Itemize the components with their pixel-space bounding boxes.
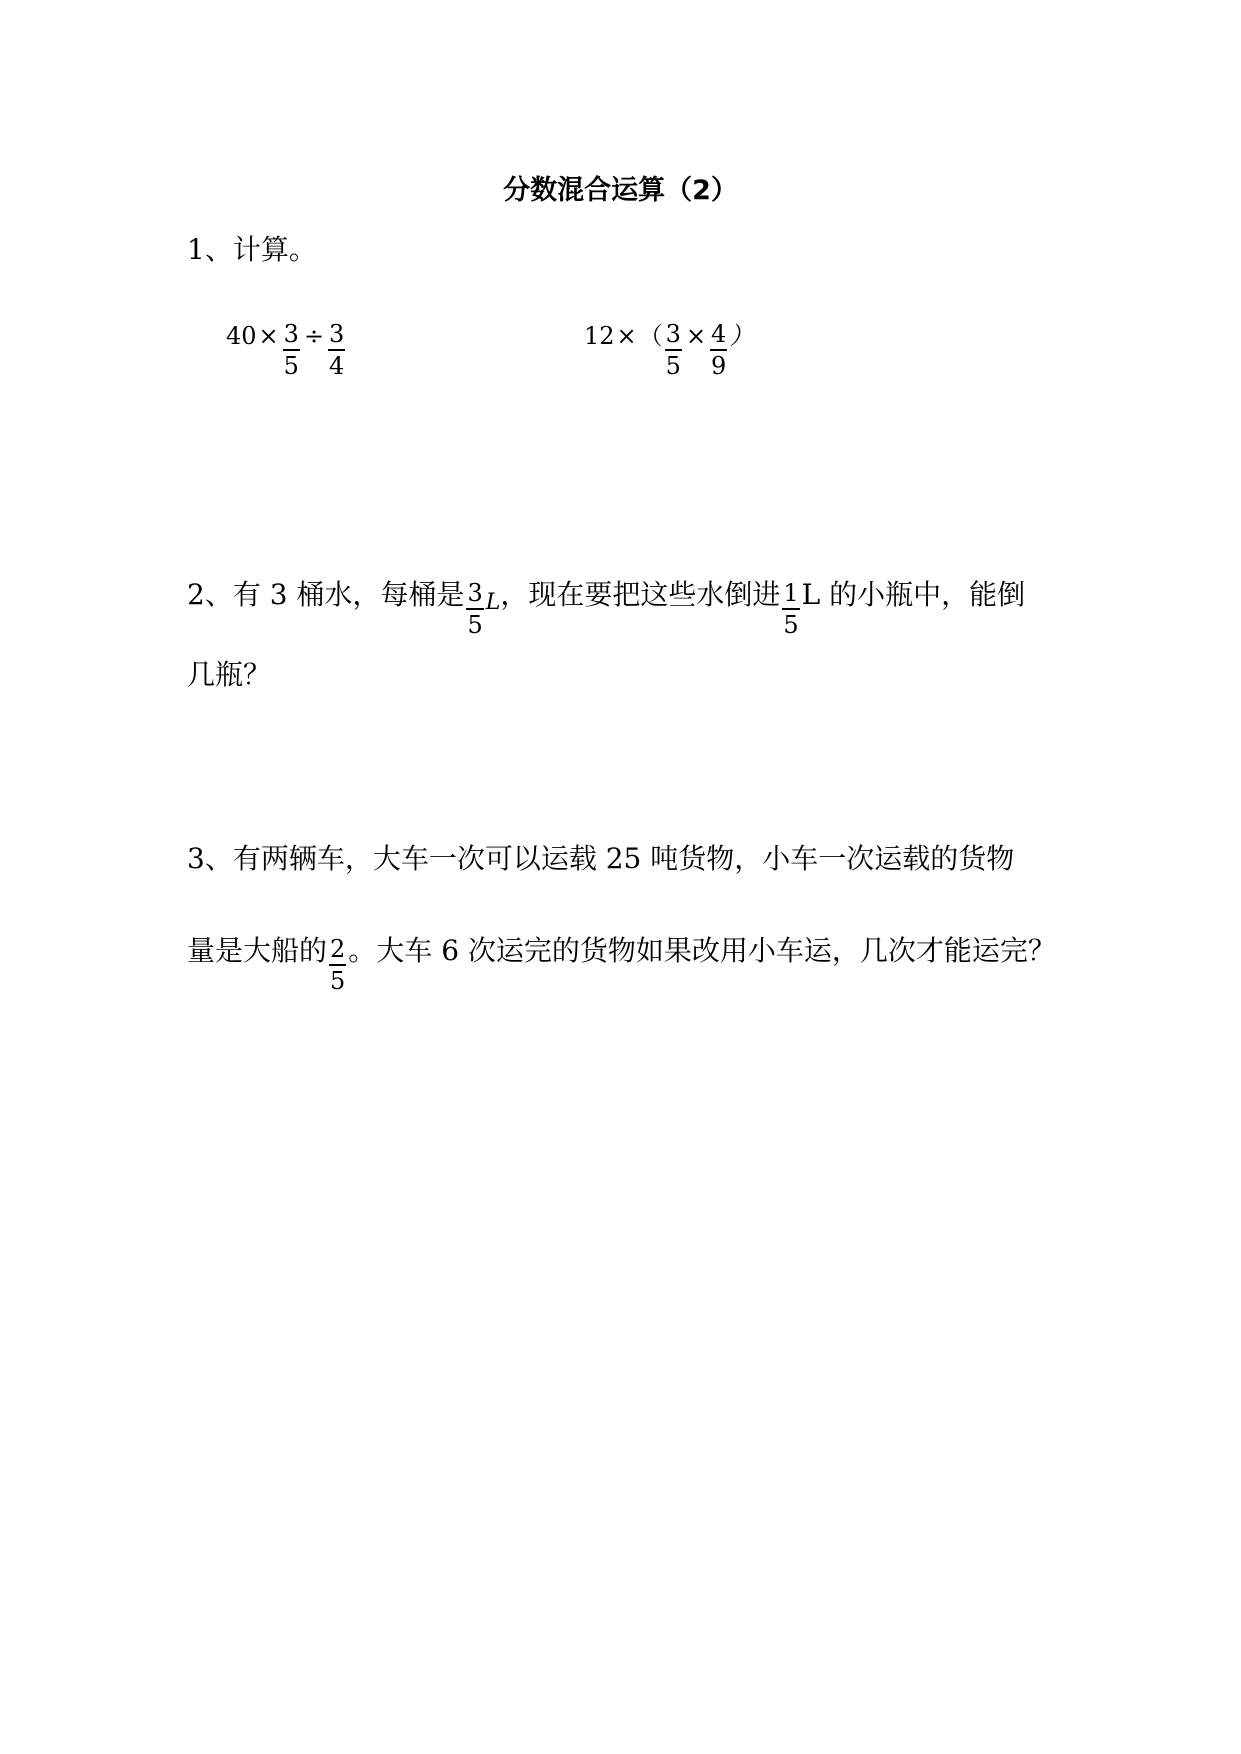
expression-2 xyxy=(584,307,754,380)
fraction xyxy=(283,321,300,379)
fraction-bar xyxy=(782,608,799,610)
fraction-bar xyxy=(329,964,346,966)
question-1-label: 1、计算。 xyxy=(187,233,317,266)
fraction-bar xyxy=(283,349,300,351)
denominator: 4 xyxy=(329,351,345,380)
divide-sign: ÷ xyxy=(303,321,325,350)
question-2-line-1 xyxy=(187,566,1026,639)
numerator: 1 xyxy=(783,579,799,607)
fraction-bar xyxy=(710,349,727,351)
question-3-line-2 xyxy=(187,922,1056,995)
expression-1 xyxy=(226,307,347,380)
denominator: 9 xyxy=(711,351,727,380)
numerator: 3 xyxy=(283,320,299,348)
question-2-text-c: L 的小瓶中，能倒 xyxy=(801,577,1026,611)
fraction-bar xyxy=(665,349,682,351)
numerator: 3 xyxy=(329,320,345,348)
times-sign: × xyxy=(616,321,637,350)
fraction xyxy=(782,580,799,638)
numerator: 3 xyxy=(467,579,483,607)
question-3-line-1: 3、有两辆车，大车一次可以运载 25 吨货物，小车一次运载的货物 xyxy=(187,842,1015,875)
numerator: 4 xyxy=(711,320,727,348)
number: 40 xyxy=(226,321,257,350)
fraction xyxy=(665,321,682,379)
unit-label: L xyxy=(485,589,501,615)
fraction xyxy=(329,936,346,994)
right-paren: ） xyxy=(729,321,754,350)
times-sign: × xyxy=(258,321,279,350)
question-2-text-b: ，现在要把这些水倒进 xyxy=(500,577,781,611)
question-2-text-a: 2、有 3 桶水，每桶是 xyxy=(187,577,465,611)
numerator: 2 xyxy=(330,935,346,963)
question-2-line-2: 几瓶？ xyxy=(187,658,272,691)
fraction-bar xyxy=(328,349,345,351)
denominator: 5 xyxy=(467,610,483,639)
fraction xyxy=(466,580,483,638)
times-sign: × xyxy=(685,321,707,350)
page-title: 分数混合运算（2） xyxy=(503,175,738,206)
denominator: 5 xyxy=(783,610,799,639)
fraction xyxy=(328,321,345,379)
fraction xyxy=(710,321,727,379)
fraction-bar xyxy=(466,608,483,610)
denominator: 5 xyxy=(330,966,346,995)
denominator: 5 xyxy=(283,351,299,380)
left-paren: （ xyxy=(638,321,663,350)
question-3-text-a: 量是大船的 xyxy=(187,933,328,967)
question-3-text-b: 。大车 6 次运完的货物如果改用小车运，几次才能运完？ xyxy=(348,933,1056,967)
denominator: 5 xyxy=(665,351,681,380)
numerator: 3 xyxy=(665,320,681,348)
number: 12 xyxy=(584,321,615,350)
